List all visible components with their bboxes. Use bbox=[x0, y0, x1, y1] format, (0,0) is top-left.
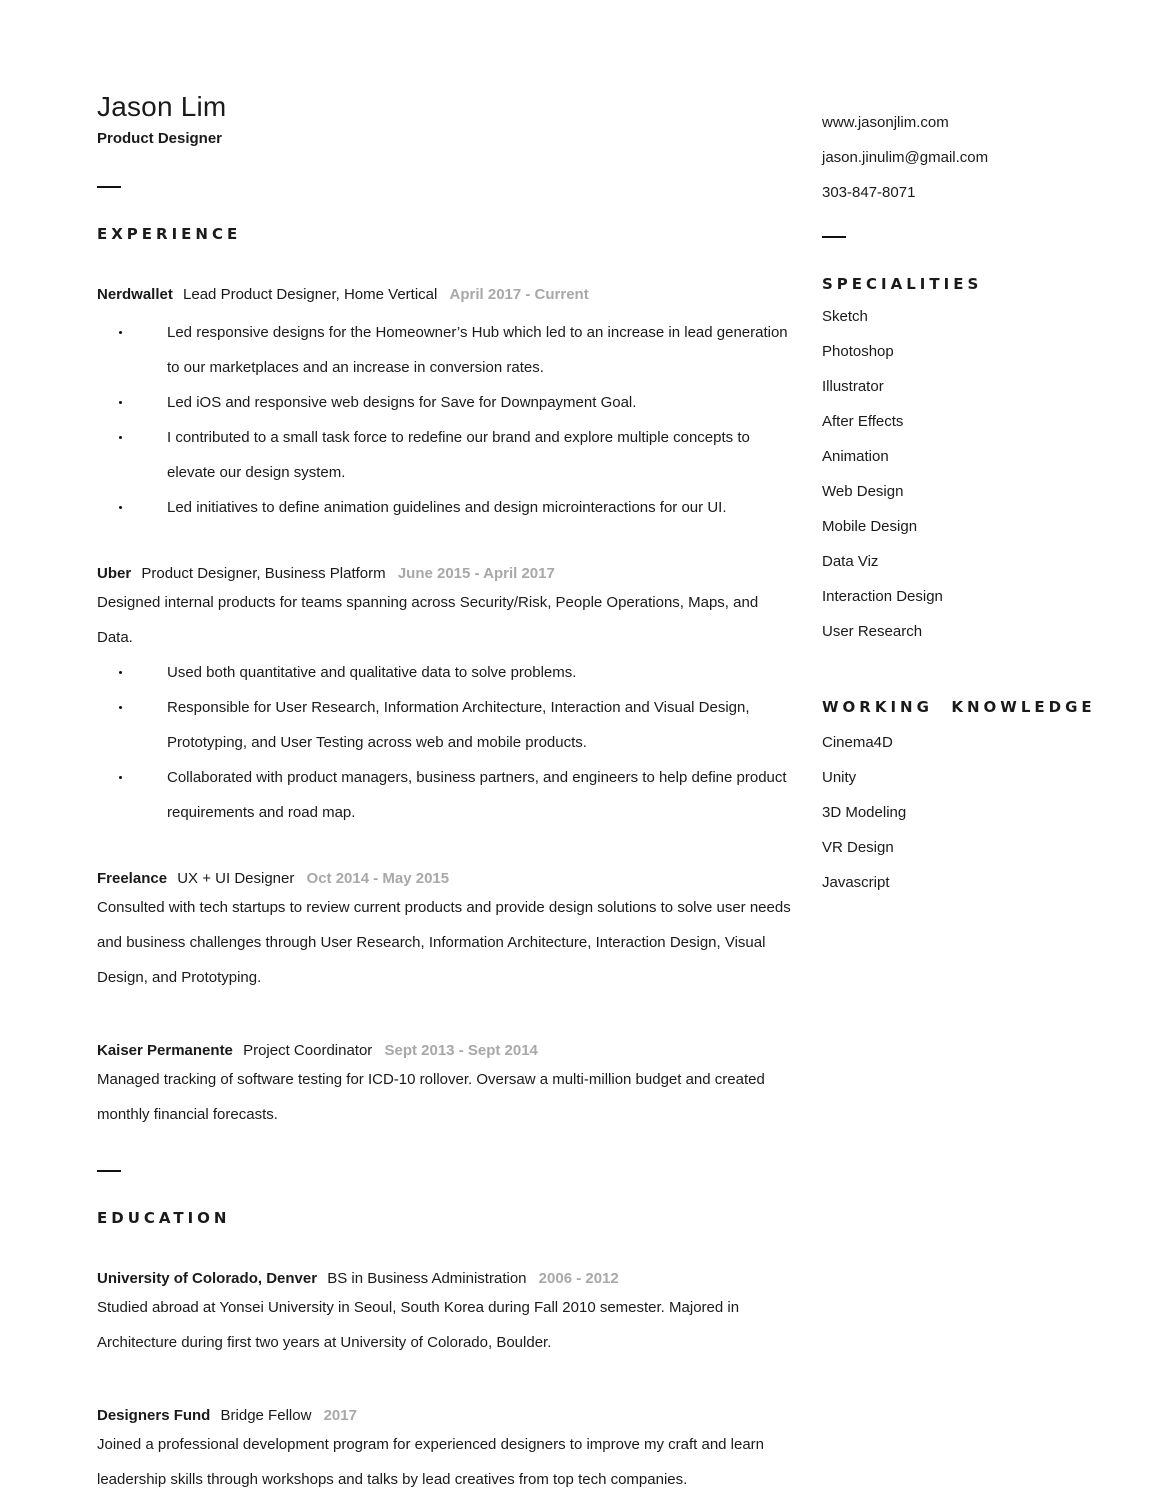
speciality-item: Photoshop bbox=[822, 343, 894, 360]
specialities-heading: SPECIALITIES bbox=[822, 275, 983, 293]
entry-header bbox=[97, 1405, 797, 1427]
bullet-item: Responsible for User Research, Information Architecture, Interaction and Visual Design, Prototyping, and User Testing across web and mobile products. bbox=[97, 690, 797, 760]
entry-header bbox=[97, 1040, 797, 1062]
knowledge-item: VR Design bbox=[822, 839, 894, 856]
speciality-item: Interaction Design bbox=[822, 588, 943, 605]
speciality-item: Mobile Design bbox=[822, 518, 918, 535]
bullet-list bbox=[97, 655, 797, 830]
job-description: Designed internal products for teams spanning across Security/Risk, People Operations, Maps, and Data. bbox=[97, 594, 759, 646]
experience-entry-uber bbox=[97, 563, 797, 830]
job-title: Product Designer, Business Platform bbox=[141, 565, 386, 582]
speciality-item: Web Design bbox=[822, 483, 904, 500]
divider bbox=[822, 236, 846, 238]
main-column bbox=[97, 90, 797, 1497]
sidebar-column bbox=[822, 105, 1122, 900]
working-knowledge-list bbox=[822, 725, 1122, 900]
speciality-item: Animation bbox=[822, 448, 889, 465]
experience-entry-nerdwallet bbox=[97, 284, 797, 525]
specialities-list bbox=[822, 299, 1122, 649]
speciality-item: Data Viz bbox=[822, 553, 879, 570]
program-role: Bridge Fellow bbox=[220, 1407, 312, 1424]
candidate-role: Product Designer bbox=[97, 130, 223, 147]
job-title: UX + UI Designer bbox=[177, 870, 295, 887]
entry-header bbox=[97, 868, 797, 890]
speciality-item: Illustrator bbox=[822, 378, 884, 395]
degree: BS in Business Administration bbox=[327, 1270, 527, 1287]
phone-number: 303-847-8071 bbox=[822, 184, 916, 201]
speciality-item: User Research bbox=[822, 623, 923, 640]
speciality-item: After Effects bbox=[822, 413, 904, 430]
bullet-item: Used both quantitative and qualitative data to solve problems. bbox=[97, 655, 797, 690]
website-link[interactable]: www.jasonjlim.com bbox=[822, 114, 949, 131]
education-heading: EDUCATION bbox=[97, 1209, 231, 1227]
company-name: Kaiser Permanente bbox=[97, 1042, 233, 1059]
bullet-item: Led initiatives to define animation guidelines and design microinteractions for our UI. bbox=[97, 490, 797, 525]
knowledge-item: Cinema4D bbox=[822, 734, 893, 751]
job-title: Project Coordinator bbox=[243, 1042, 373, 1059]
email-link[interactable]: jason.jinulim@gmail.com bbox=[822, 149, 989, 166]
company-name: Uber bbox=[97, 565, 132, 582]
speciality-item: Sketch bbox=[822, 308, 868, 325]
program-description: Joined a professional development program for experienced designers to improve my craft and learn leadership skills through workshops and talks by lead creatives from top tech companies. bbox=[97, 1436, 765, 1488]
entry-header bbox=[97, 563, 797, 585]
knowledge-item: Unity bbox=[822, 769, 857, 786]
job-dates: June 2015 - April 2017 bbox=[397, 565, 555, 582]
bullet-item: Led responsive designs for the Homeowner’s Hub which led to an increase in lead generation to our marketplaces and an increase in conversion rates. bbox=[97, 315, 797, 385]
program-dates: 2017 bbox=[323, 1407, 357, 1424]
education-entry-designers-fund bbox=[97, 1405, 797, 1497]
experience-entry-kaiser bbox=[97, 1040, 797, 1132]
job-description: Consulted with tech startups to review current products and provide design solutions to solve user needs and business challenges through User Research, Information Architecture, Interaction Design, Visual Design, and Prototyping. bbox=[97, 899, 791, 986]
job-dates: April 2017 - Current bbox=[449, 286, 589, 303]
knowledge-item: Javascript bbox=[822, 874, 890, 891]
experience-heading: EXPERIENCE bbox=[97, 225, 242, 243]
entry-header bbox=[97, 1268, 797, 1290]
education-entry-university bbox=[97, 1268, 797, 1360]
education-dates: 2006 - 2012 bbox=[538, 1270, 619, 1287]
knowledge-item: 3D Modeling bbox=[822, 804, 907, 821]
job-title: Lead Product Designer, Home Vertical bbox=[183, 286, 438, 303]
program-name: Designers Fund bbox=[97, 1407, 211, 1424]
company-name: Freelance bbox=[97, 870, 168, 887]
job-dates: Oct 2014 - May 2015 bbox=[306, 870, 450, 887]
job-description: Managed tracking of software testing for ICD-10 rollover. Oversaw a multi-million budget and created monthly financial forecasts. bbox=[97, 1071, 765, 1123]
divider bbox=[97, 1170, 121, 1172]
bullet-list bbox=[97, 315, 797, 525]
experience-entry-freelance bbox=[97, 868, 797, 995]
candidate-name: Jason Lim bbox=[97, 91, 227, 122]
school-name: University of Colorado, Denver bbox=[97, 1270, 318, 1287]
bullet-item: Collaborated with product managers, business partners, and engineers to help define product requirements and road map. bbox=[97, 760, 797, 830]
job-dates: Sept 2013 - Sept 2014 bbox=[384, 1042, 538, 1059]
entry-header bbox=[97, 284, 797, 306]
bullet-item: I contributed to a small task force to redefine our brand and explore multiple concepts to elevate our design system. bbox=[97, 420, 797, 490]
working-knowledge-heading: WORKING KNOWLEDGE bbox=[822, 698, 1096, 716]
education-description: Studied abroad at Yonsei University in Seoul, South Korea during Fall 2010 semester. Majored in Architecture during first two years at University of Colorado, Boulder. bbox=[97, 1299, 740, 1351]
bullet-item: Led iOS and responsive web designs for Save for Downpayment Goal. bbox=[97, 385, 797, 420]
divider bbox=[97, 186, 121, 188]
company-name: Nerdwallet bbox=[97, 286, 173, 303]
